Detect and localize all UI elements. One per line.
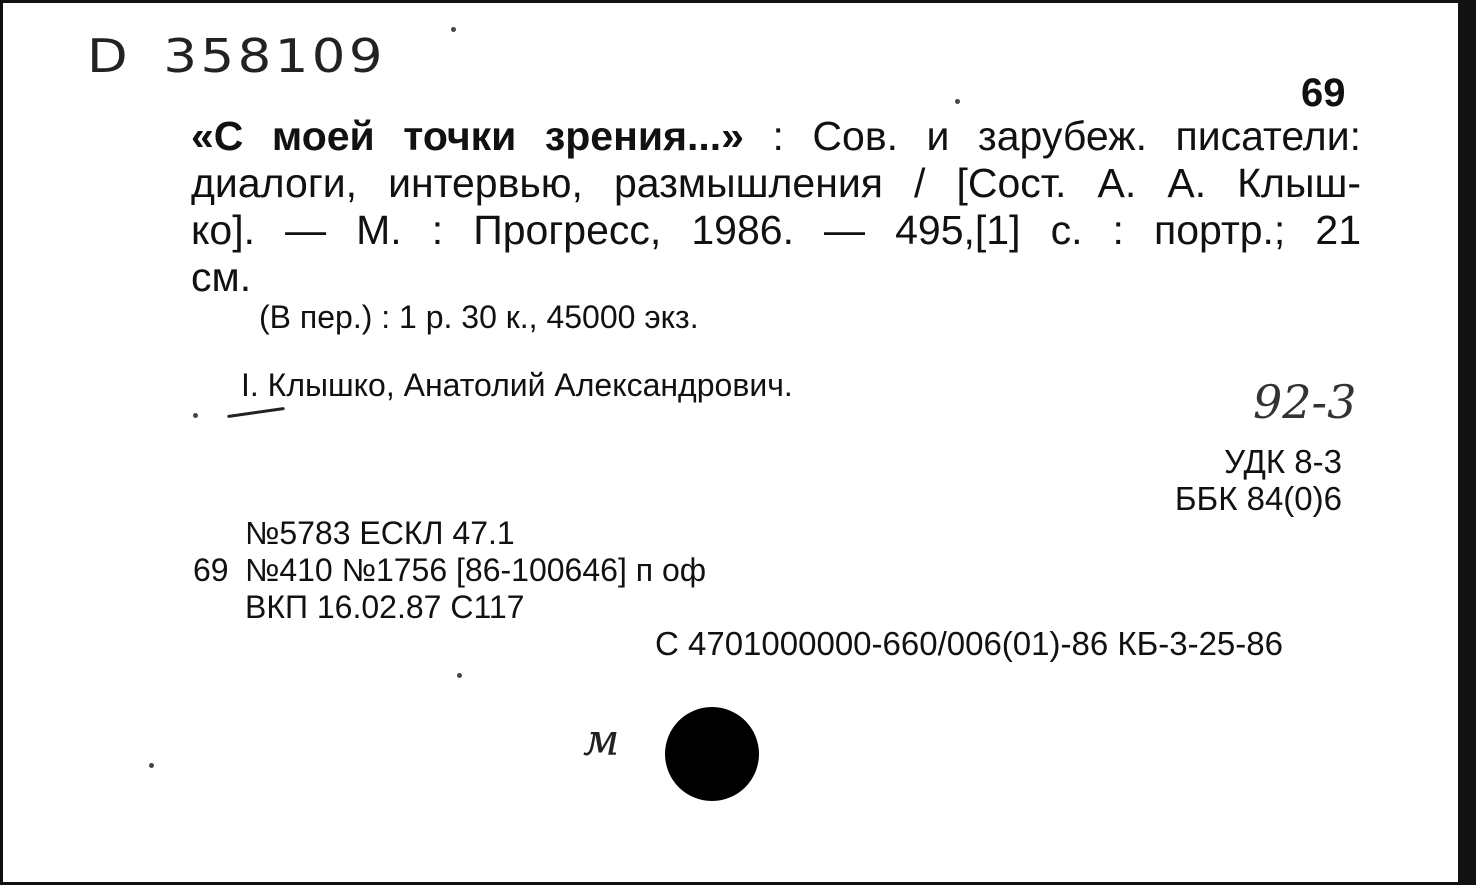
pen-stroke [227, 407, 285, 418]
description-line-3: ко]. — М. : Прогресс, 1986. — 495,[1] с. : портр.; 21 [191, 207, 1361, 253]
technical-row-3 [193, 589, 706, 626]
description-line-1 [191, 113, 1361, 160]
technical-row-3-text: ВКП 16.02.87 С117 [245, 589, 525, 625]
technical-block [193, 515, 706, 626]
technical-row-2-text: №410 №1756 [86-100646] п оф [245, 552, 707, 588]
publication-code: С 4701000000-660/006(01)-86 КБ-3-25-86 [655, 625, 1283, 662]
stamp-prefix: D [87, 29, 132, 83]
index-number: 69 [1301, 71, 1346, 115]
description-line-2: диалоги, интервью, размышления / [Сост. А. А. Клыш- [191, 160, 1361, 206]
speck [451, 27, 456, 32]
technical-row-2-number: 69 [193, 552, 229, 588]
technical-row-1 [193, 515, 706, 552]
price-line: (В пер.) : 1 р. 30 к., 45000 экз. [259, 299, 699, 335]
bibliographic-description [191, 113, 1361, 301]
book-title: «С моей точки зрения...» [191, 113, 744, 159]
description-line-4: см. [191, 254, 252, 300]
udk-code: УДК 8-3 [1224, 443, 1342, 480]
inventory-stamp [87, 29, 386, 83]
author-tracing: I. Клышко, Анатолий Александрович. [241, 367, 793, 403]
classification-block [1175, 443, 1342, 517]
handwritten-mark: м [583, 715, 620, 766]
stamp-number: 358109 [163, 29, 387, 83]
speck [955, 99, 960, 104]
bbk-code: ББК 84(0)6 [1174, 480, 1342, 517]
speck [457, 673, 462, 678]
speck [149, 763, 154, 768]
punch-hole [665, 707, 759, 801]
handwritten-note: 92-3 [1253, 375, 1357, 429]
title-continuation: : Сов. и зарубеж. писатели: [743, 113, 1361, 159]
ink-dot [193, 413, 198, 418]
technical-row-1-text: №5783 ЕСКЛ 47.1 [245, 515, 515, 551]
technical-row-2 [193, 552, 706, 589]
